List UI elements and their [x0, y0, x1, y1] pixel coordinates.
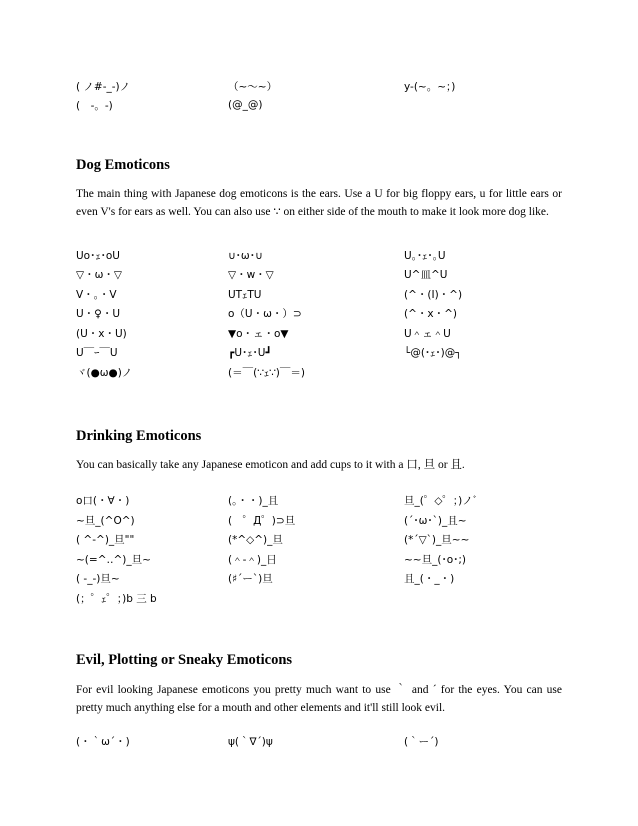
emoticon: ヾ(●ω●)ノ: [76, 366, 133, 379]
emoticon: ( ノ#-_-)ノ: [76, 80, 131, 93]
emoticon: U￣ｰ￣U: [76, 346, 118, 359]
section-heading-dog: Dog Emoticons: [76, 157, 170, 173]
emoticon-row: [76, 530, 576, 548]
emoticon-row: [76, 589, 576, 607]
emoticon: ▼o・ェ・o▼: [228, 327, 289, 340]
emoticon: U｡･ｪ･｡U: [404, 249, 446, 262]
emoticon: (＝￣(∵ｪ∵)￣＝): [228, 366, 305, 379]
section-heading-drinking: Drinking Emoticons: [76, 428, 202, 444]
emoticon: (´･ω･`)_且~: [404, 514, 467, 527]
emoticon: ψ(｀∇´)ψ: [228, 735, 273, 748]
section-description-dog: The main thing with Japanese dog emoticons is the ears. Use a U for big floppy ears, u for little ears or even V's for ears as well. You can also use ∵ on either side of the mouth to make it look more dog like.: [76, 188, 562, 218]
emoticon: ( -_-)旦~: [76, 572, 120, 585]
emoticon-row: [76, 343, 576, 361]
emoticon: ( ゜Д゜)⊃旦: [228, 514, 296, 527]
emoticon-row: [76, 96, 576, 114]
emoticon: U・♀・U: [76, 307, 121, 320]
emoticon: ▽・ω・▽: [76, 268, 122, 281]
emoticon: (@_@): [228, 99, 263, 111]
emoticon-row: [76, 491, 576, 509]
section-heading-evil: Evil, Plotting or Sneaky Emoticons: [76, 652, 293, 668]
emoticon-row: [76, 285, 576, 303]
emoticon: (*´▽`)_旦~~: [404, 533, 470, 546]
emoticon: 且_(・_・): [404, 572, 455, 585]
emoticon: (*^◇^)_旦: [228, 533, 283, 546]
emoticon: Uo･ｪ･oU: [76, 249, 120, 262]
emoticon: (^・x・^): [404, 307, 458, 320]
emoticon: ▽・w・▽: [228, 268, 274, 281]
emoticon-row: [76, 511, 576, 529]
emoticon-row: [76, 265, 576, 283]
emoticon: ∪･ω･∪: [228, 249, 263, 262]
emoticon-row: [76, 732, 576, 750]
emoticon: U＾ェ＾U: [404, 327, 451, 340]
emoticon-row: [76, 363, 576, 381]
emoticon: └@(･ｪ･)@┐: [404, 346, 462, 359]
emoticon: ~(=^‥^)_旦~: [76, 553, 151, 566]
emoticon: V・。・V: [76, 288, 117, 301]
emoticon-row: [76, 246, 576, 264]
emoticon: ( -。-): [76, 99, 113, 112]
emoticon: (・｀ω´・): [76, 735, 130, 748]
emoticon: (｀ー´): [404, 735, 439, 748]
emoticon: (＾-＾)_日: [228, 553, 277, 566]
emoticon: 旦_(゜◇゜；)ノﾞ: [404, 494, 479, 507]
emoticon: ( ^-^)_旦"": [76, 533, 135, 546]
emoticon: y-(~。~；): [404, 80, 456, 93]
emoticon: (U・x・U): [76, 327, 127, 340]
emoticon: （~〜~）: [228, 80, 278, 93]
emoticon: UTｪTU: [228, 288, 262, 301]
emoticon: (。・・)_且: [228, 494, 279, 507]
emoticon: (♯´ー`)旦: [228, 572, 273, 585]
emoticon-row: [76, 550, 576, 568]
emoticon-row: [76, 77, 576, 95]
section-description-drinking: You can basically take any Japanese emoticon and add cups to it with a 口, 旦 or 且.: [76, 459, 465, 471]
emoticon: U^皿^U: [404, 268, 448, 281]
emoticon: ~~旦_(･o･;): [404, 553, 467, 566]
emoticon: o口(・∀・): [76, 494, 130, 507]
emoticon: (；゜ｪ゜；)b 三 b: [76, 592, 157, 605]
section-description-evil: For evil looking Japanese emoticons you pretty much want to use ｀ and ´ for the eyes. You can use pretty much anything else for a mouth and other elements and it'll still look evil.: [76, 684, 562, 714]
emoticon: (^・(I)・^): [404, 288, 463, 301]
emoticon-row: [76, 324, 576, 342]
emoticon: ~旦_(^O^): [76, 514, 135, 527]
emoticon-row: [76, 304, 576, 322]
emoticon: o（U・ω・）⊃: [228, 307, 302, 320]
emoticon: ┏U･ｪ･U┛: [228, 346, 272, 359]
emoticon-row: [76, 569, 576, 587]
